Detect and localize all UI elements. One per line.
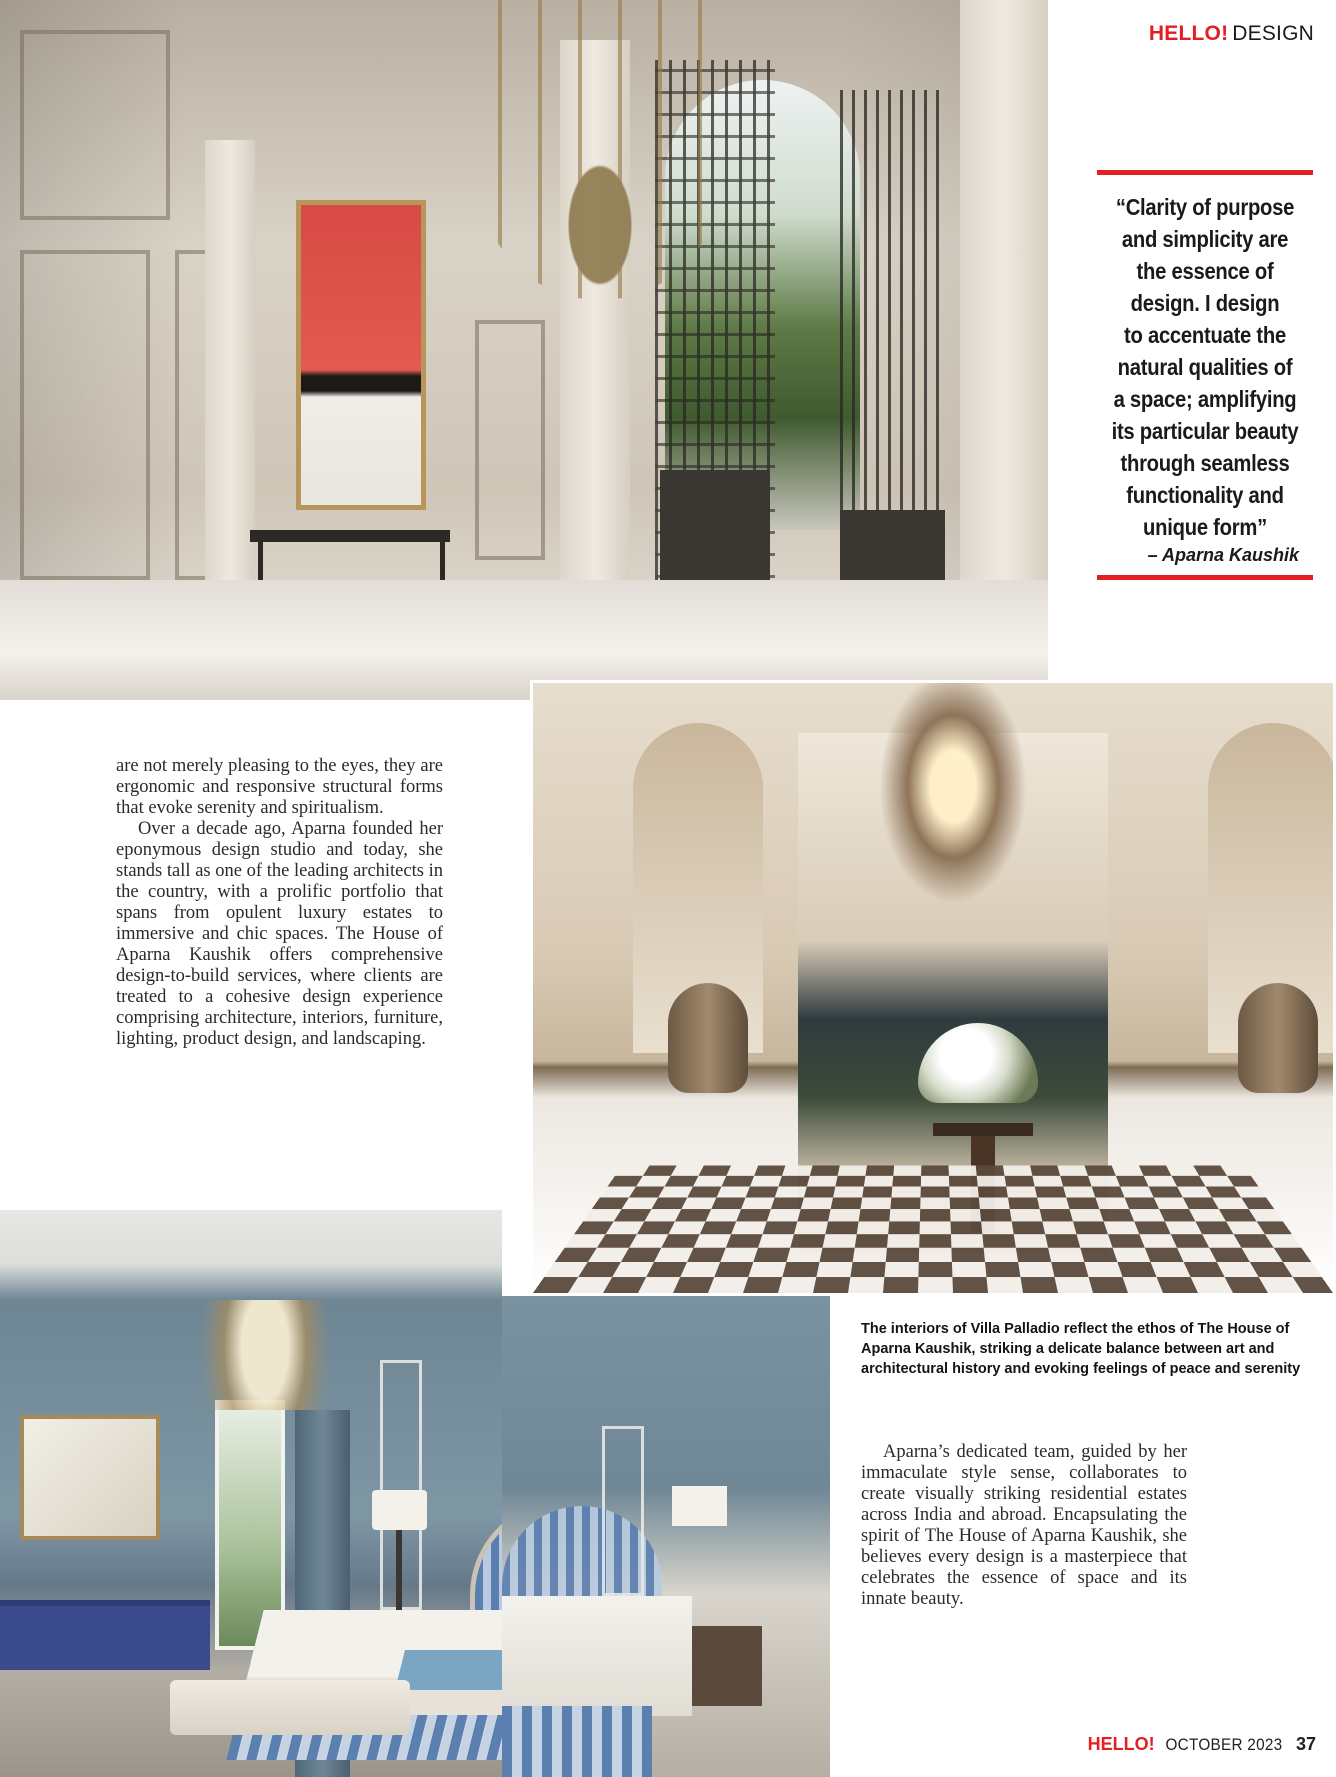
- body-paragraph: Over a decade ago, Aparna founded her eponymous design studio and today, she stands tall as one of the leading architects in the country, with a prolific portfolio that spans from opulent luxury estates to immersive and chic spaces. The House of Aparna Kaushik offers comprehensive design-to-build services, where clients are treated to a cohesive design experience comprising architecture, interiors, furniture, lighting, product design, and landscaping.: [116, 819, 443, 1049]
- crystal-chandelier: [873, 683, 1033, 913]
- quote-line: natural qualities of: [1117, 354, 1293, 380]
- quote-line: through seamless: [1120, 450, 1290, 476]
- quote-line: its particular beauty: [1111, 418, 1299, 444]
- entrance-hall-photo: [0, 0, 1048, 700]
- quote-line: functionality and: [1126, 482, 1284, 508]
- quote-line: a space; amplifying: [1113, 386, 1297, 412]
- body-column-left: [116, 756, 443, 1050]
- body-paragraph: are not merely pleasing to the eyes, they are ergonomic and responsive structural forms that evoke serenity and spiritualism.: [116, 756, 443, 818]
- abstract-painting: [296, 200, 426, 510]
- body-column-right: [861, 1442, 1187, 1610]
- quote-rule-top: [1097, 170, 1313, 175]
- section-header: [1149, 22, 1314, 46]
- magazine-brand: HELLO!: [1148, 22, 1229, 45]
- body-paragraph: Aparna’s dedicated team, guided by her immaculate style sense, collaborates to create visually striking residential estates across India and abroad. Encapsulating the spirit of The House of Aparna Kaushik, she believes every design is a masterpiece that celebrates the essence of space and its innate beauty.: [861, 1442, 1187, 1609]
- staircase-foyer-photo: [530, 680, 1336, 1296]
- quote-line: to accentuate the: [1124, 322, 1286, 348]
- photo-caption: The interiors of Villa Palladio reflect the ethos of The House of Aparna Kaushik, striking a delicate balance between art and architectural history and evoking feelings of peace and serenity: [861, 1321, 1301, 1377]
- bedroom-ceiling: [0, 1210, 502, 1300]
- quote-attribution: – Aparna Kaushik: [1147, 545, 1299, 565]
- quote-rule-bottom: [1097, 575, 1313, 580]
- quote-line: and simplicity are: [1121, 226, 1289, 252]
- quote-line: design. I design: [1130, 290, 1280, 316]
- page-footer: [1088, 1734, 1316, 1755]
- quote-line: unique form”: [1143, 514, 1267, 540]
- page-number: 37: [1295, 1734, 1316, 1754]
- footer-brand: HELLO!: [1087, 1734, 1155, 1754]
- quote-line: the essence of: [1136, 258, 1274, 284]
- bedroom-chandelier: [200, 1300, 330, 1410]
- chandelier: [480, 0, 720, 300]
- section-label: DESIGN: [1232, 22, 1314, 45]
- quote-line: “Clarity of purpose: [1115, 194, 1295, 220]
- pull-quote: [1097, 170, 1313, 580]
- bedroom-photo-extension: [502, 1296, 830, 1777]
- quote-text: [1110, 191, 1300, 543]
- issue-date: OCTOBER 2023: [1165, 1735, 1283, 1754]
